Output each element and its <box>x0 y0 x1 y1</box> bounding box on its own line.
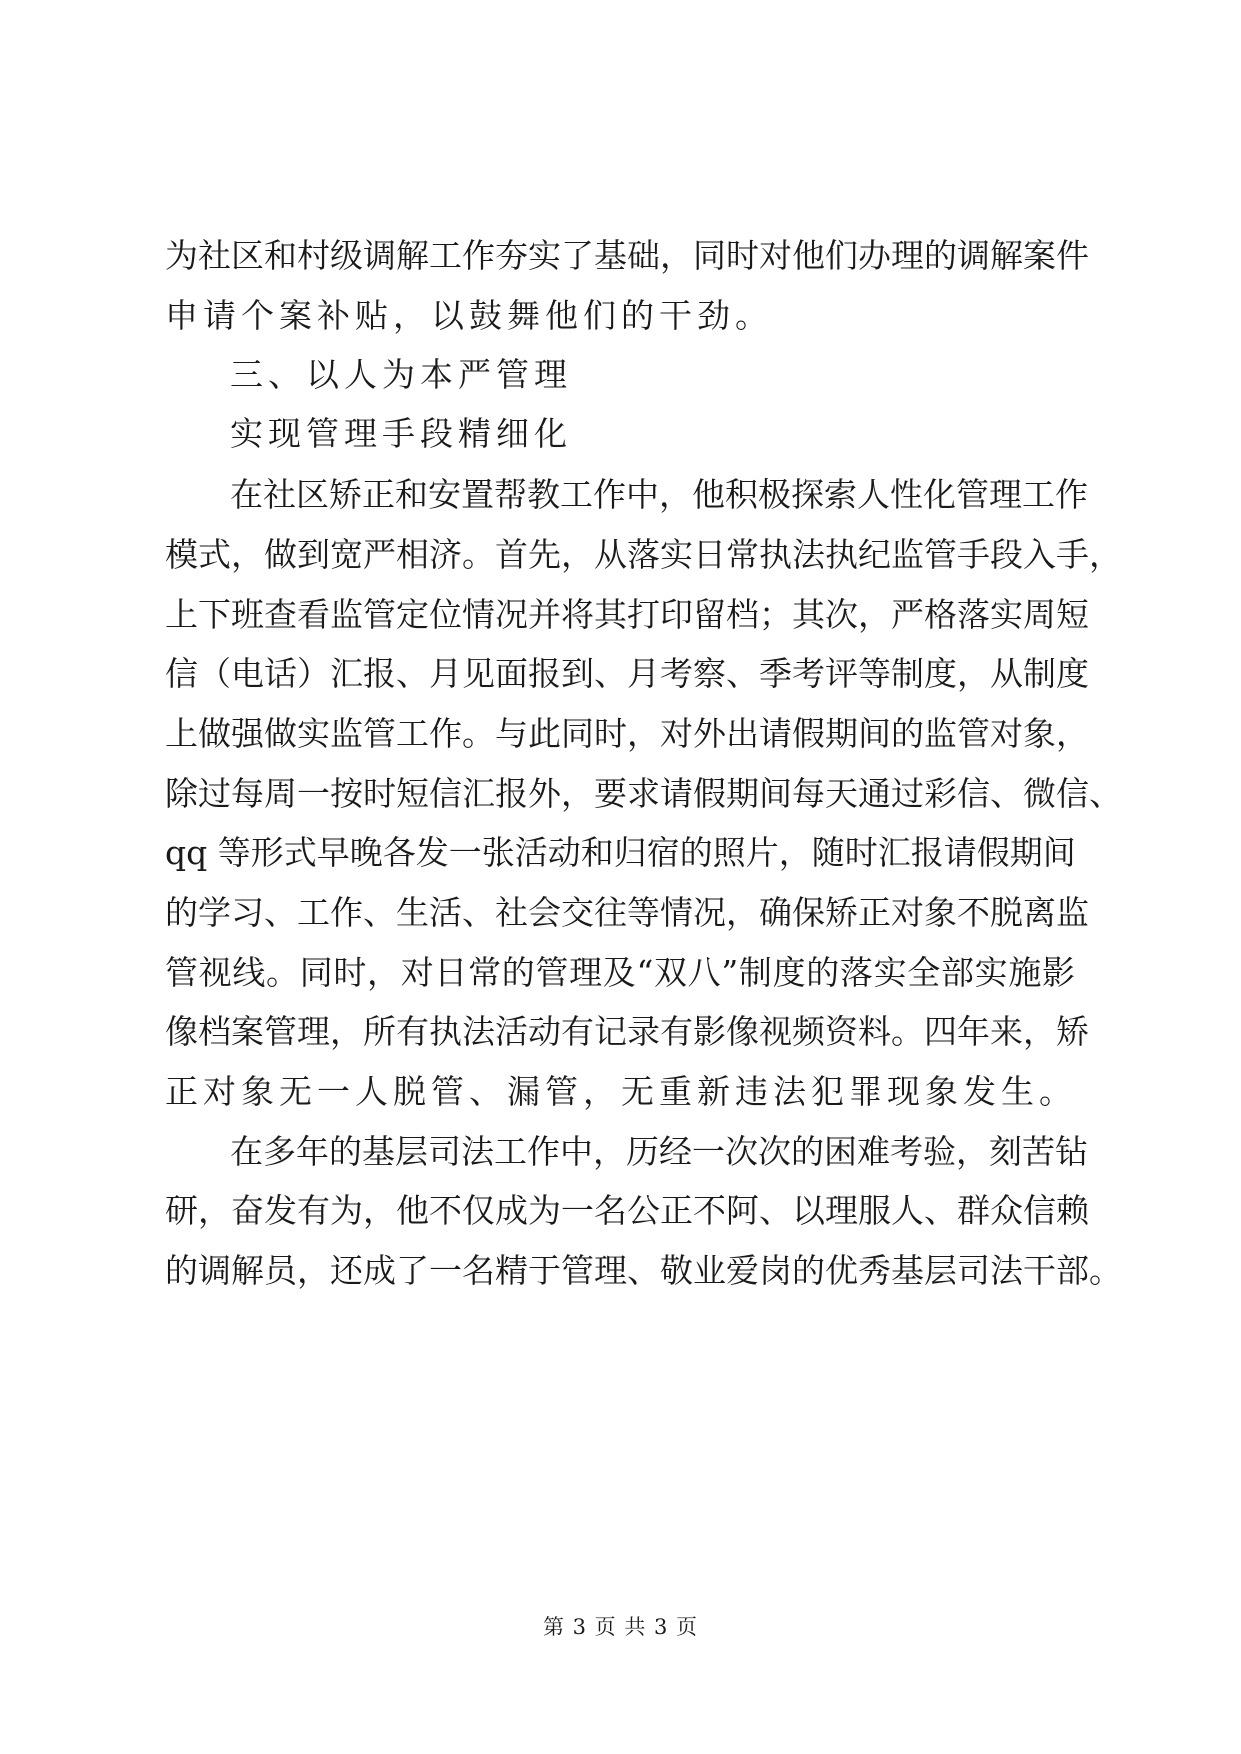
paragraph-line: 的调解员，还成了一名精于管理、敬业爱岗的优秀基层司法干部。 <box>165 1251 1122 1290</box>
paragraph-line: 模式，做到宽严相济。首先，从落实日常执法执纪监管手段入手， <box>165 535 1122 574</box>
paragraph-line: 研，奋发有为，他不仅成为一名公正不阿、以理服人、群众信赖 <box>165 1191 1089 1230</box>
paragraph-line: 像档案管理，所有执法活动有记录有影像视频资料。四年来，矫 <box>165 1012 1089 1051</box>
paragraph-line: 上做强做实监管工作。与此同时，对外出请假期间的监管对象， <box>165 714 1089 753</box>
paragraph-line: 信（电话）汇报、月见面报到、月考察、季考评等制度，从制度 <box>165 654 1089 693</box>
section-heading: 三、以人为本严管理 <box>230 355 572 394</box>
paragraph-line: 的学习、工作、生活、社会交往等情况，确保矫正对象不脱离监 <box>165 893 1089 932</box>
paragraph-line: 申请个案补贴，以鼓舞他们的干劲。 <box>165 296 773 335</box>
paragraph-line: 管视线。同时，对日常的管理及“双八”制度的落实全部实施影 <box>165 953 1075 992</box>
paragraph-line: qq 等形式早晚各发一张活动和归宿的照片，随时汇报请假期间 <box>165 833 1076 872</box>
paragraph-line: 为社区和村级调解工作夯实了基础，同时对他们办理的调解案件 <box>165 236 1089 275</box>
section-subheading: 实现管理手段精细化 <box>230 414 572 453</box>
page-number-footer: 第 3 页 共 3 页 <box>542 1615 699 1639</box>
paragraph-line: 正对象无一人脱管、漏管，无重新违法犯罪现象发生。 <box>165 1072 1077 1111</box>
paragraph-line: 在社区矫正和安置帮教工作中，他积极探索人性化管理工作 <box>230 475 1088 514</box>
paragraph-line: 上下班查看监管定位情况并将其打印留档；其次，严格落实周短 <box>165 595 1089 634</box>
paragraph-line: 除过每周一按时短信汇报外，要求请假期间每天通过彩信、微信、 <box>165 774 1122 813</box>
paragraph-line: 在多年的基层司法工作中，历经一次次的困难考验，刻苦钻 <box>230 1132 1088 1171</box>
